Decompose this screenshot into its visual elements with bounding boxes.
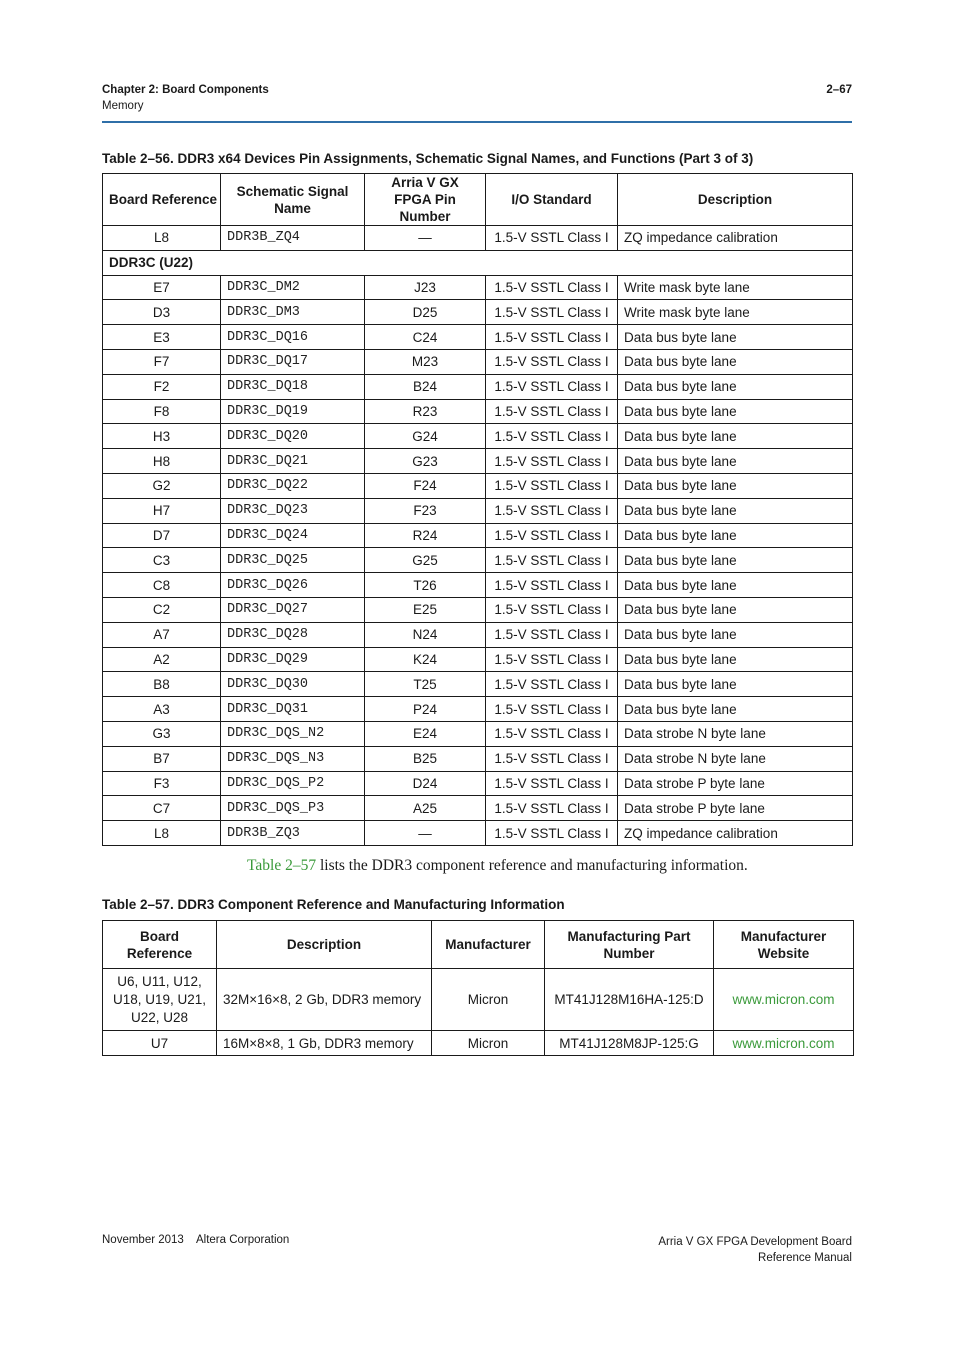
- column-header: Schematic Signal Name: [221, 174, 365, 226]
- pin-number-cell: D25: [365, 300, 486, 325]
- column-header: Description: [217, 921, 432, 969]
- table-row: [103, 697, 853, 722]
- table-row: [103, 498, 853, 523]
- table-row: [103, 573, 853, 598]
- io-standard-cell: 1.5-V SSTL Class I: [486, 647, 618, 672]
- board-reference-cell: A3: [103, 697, 221, 722]
- description-cell: Data bus byte lane: [618, 523, 853, 548]
- pin-number-cell: R24: [365, 523, 486, 548]
- table-row: [103, 746, 853, 771]
- table-row: [103, 796, 853, 821]
- board-reference-cell: H3: [103, 424, 221, 449]
- signal-name-cell: DDR3C_DQS_N3: [221, 746, 365, 771]
- io-standard-cell: 1.5-V SSTL Class I: [486, 821, 618, 846]
- signal-name-cell: DDR3C_DQ28: [221, 622, 365, 647]
- board-reference-cell: G2: [103, 473, 221, 498]
- table-row: [103, 523, 853, 548]
- io-standard-cell: 1.5-V SSTL Class I: [486, 374, 618, 399]
- column-header: I/O Standard: [486, 174, 618, 226]
- signal-name-cell: DDR3C_DQ25: [221, 548, 365, 573]
- description-cell: Write mask byte lane: [618, 300, 853, 325]
- intro-paragraph: [247, 857, 748, 875]
- pin-number-cell: G25: [365, 548, 486, 573]
- pin-number-cell: G23: [365, 449, 486, 474]
- footer-date-company: November 2013 Altera Corporation: [102, 1234, 290, 1246]
- board-reference-cell: D3: [103, 300, 221, 325]
- board-reference-cell: D7: [103, 523, 221, 548]
- io-standard-cell: 1.5-V SSTL Class I: [486, 424, 618, 449]
- part-number-cell: MT41J128M8JP-125:G: [545, 1031, 714, 1056]
- column-header: Board Reference: [103, 174, 221, 226]
- group-label: DDR3C (U22): [103, 250, 853, 275]
- table-row: [103, 424, 853, 449]
- description-cell: Data strobe N byte lane: [618, 721, 853, 746]
- signal-name-cell: DDR3C_DQ20: [221, 424, 365, 449]
- table-row: [103, 821, 853, 846]
- io-standard-cell: 1.5-V SSTL Class I: [486, 672, 618, 697]
- signal-name-cell: DDR3C_DQ16: [221, 325, 365, 350]
- pin-number-cell: C24: [365, 325, 486, 350]
- board-reference-cell: F7: [103, 349, 221, 374]
- io-standard-cell: 1.5-V SSTL Class I: [486, 597, 618, 622]
- description-cell: Data bus byte lane: [618, 449, 853, 474]
- signal-name-cell: DDR3C_DQ27: [221, 597, 365, 622]
- board-reference-cell: U6, U11, U12, U18, U19, U21, U22, U28: [103, 969, 217, 1031]
- board-reference-cell: A2: [103, 647, 221, 672]
- chapter-title: Chapter 2: Board Components: [102, 84, 269, 96]
- column-header: Manufacturer: [432, 921, 545, 969]
- io-standard-cell: 1.5-V SSTL Class I: [486, 473, 618, 498]
- column-header: Manufacturing Part Number: [545, 921, 714, 969]
- website-link[interactable]: www.micron.com: [714, 969, 854, 1031]
- pin-number-cell: B24: [365, 374, 486, 399]
- table-row: [103, 374, 853, 399]
- io-standard-cell: 1.5-V SSTL Class I: [486, 796, 618, 821]
- board-reference-cell: A7: [103, 622, 221, 647]
- footer-manual-title: [658, 1234, 852, 1266]
- table-row: [103, 449, 853, 474]
- pin-number-cell: A25: [365, 796, 486, 821]
- table-row: [103, 647, 853, 672]
- table-row: [103, 721, 853, 746]
- signal-name-cell: DDR3C_DQ30: [221, 672, 365, 697]
- signal-name-cell: DDR3C_DQ31: [221, 697, 365, 722]
- table-57-link[interactable]: Table 2–57: [247, 857, 317, 874]
- description-cell: Data bus byte lane: [618, 399, 853, 424]
- table-header-row: [103, 921, 854, 969]
- table-row: [103, 548, 853, 573]
- page-header: [102, 84, 852, 123]
- description-cell: Data bus byte lane: [618, 349, 853, 374]
- description-cell: Data bus byte lane: [618, 325, 853, 350]
- board-reference-cell: B8: [103, 672, 221, 697]
- description-cell: ZQ impedance calibration: [618, 226, 853, 251]
- pin-number-cell: T25: [365, 672, 486, 697]
- io-standard-cell: 1.5-V SSTL Class I: [486, 349, 618, 374]
- io-standard-cell: 1.5-V SSTL Class I: [486, 746, 618, 771]
- signal-name-cell: DDR3C_DQ18: [221, 374, 365, 399]
- signal-name-cell: DDR3C_DQ22: [221, 473, 365, 498]
- description-cell: Data bus byte lane: [618, 424, 853, 449]
- board-reference-cell: C7: [103, 796, 221, 821]
- pin-number-cell: E24: [365, 721, 486, 746]
- description-cell: Data strobe P byte lane: [618, 771, 853, 796]
- io-standard-cell: 1.5-V SSTL Class I: [486, 498, 618, 523]
- table-row: [103, 325, 853, 350]
- description-cell: 16M×8×8, 1 Gb, DDR3 memory: [217, 1031, 432, 1056]
- signal-name-cell: DDR3C_DQ29: [221, 647, 365, 672]
- pin-number-cell: E25: [365, 597, 486, 622]
- description-cell: ZQ impedance calibration: [618, 821, 853, 846]
- description-cell: Write mask byte lane: [618, 275, 853, 300]
- board-reference-cell: F3: [103, 771, 221, 796]
- column-header: Manufacturer Website: [714, 921, 854, 969]
- description-cell: 32M×16×8, 2 Gb, DDR3 memory: [217, 969, 432, 1031]
- signal-name-cell: DDR3C_DQ19: [221, 399, 365, 424]
- pin-number-cell: P24: [365, 697, 486, 722]
- signal-name-cell: DDR3C_DQS_P3: [221, 796, 365, 821]
- board-reference-cell: F8: [103, 399, 221, 424]
- board-reference-cell: E3: [103, 325, 221, 350]
- description-cell: Data bus byte lane: [618, 548, 853, 573]
- board-reference-cell: H7: [103, 498, 221, 523]
- table-57-caption: Table 2–57. DDR3 Component Reference and Manufacturing Information: [102, 897, 565, 912]
- io-standard-cell: 1.5-V SSTL Class I: [486, 548, 618, 573]
- pin-number-cell: K24: [365, 647, 486, 672]
- board-reference-cell: L8: [103, 226, 221, 251]
- io-standard-cell: 1.5-V SSTL Class I: [486, 697, 618, 722]
- pin-number-cell: M23: [365, 349, 486, 374]
- table-row: [103, 349, 853, 374]
- signal-name-cell: DDR3C_DQ26: [221, 573, 365, 598]
- table-row: [103, 622, 853, 647]
- signal-name-cell: DDR3C_DQ21: [221, 449, 365, 474]
- pin-number-cell: —: [365, 821, 486, 846]
- description-cell: Data bus byte lane: [618, 622, 853, 647]
- table-header-row: [103, 174, 853, 226]
- table-row: [103, 969, 854, 1031]
- part-number-cell: MT41J128M16HA-125:D: [545, 969, 714, 1031]
- io-standard-cell: 1.5-V SSTL Class I: [486, 399, 618, 424]
- pin-number-cell: F23: [365, 498, 486, 523]
- io-standard-cell: 1.5-V SSTL Class I: [486, 449, 618, 474]
- description-cell: Data bus byte lane: [618, 473, 853, 498]
- board-reference-cell: F2: [103, 374, 221, 399]
- io-standard-cell: 1.5-V SSTL Class I: [486, 300, 618, 325]
- pin-number-cell: J23: [365, 275, 486, 300]
- board-reference-cell: G3: [103, 721, 221, 746]
- description-cell: Data bus byte lane: [618, 697, 853, 722]
- table-row: [103, 399, 853, 424]
- io-standard-cell: 1.5-V SSTL Class I: [486, 622, 618, 647]
- pin-number-cell: —: [365, 226, 486, 251]
- description-cell: Data strobe N byte lane: [618, 746, 853, 771]
- description-cell: Data strobe P byte lane: [618, 796, 853, 821]
- footer-doc-subtitle: Reference Manual: [758, 1252, 852, 1264]
- pin-number-cell: F24: [365, 473, 486, 498]
- board-reference-cell: U7: [103, 1031, 217, 1056]
- board-reference-cell: H8: [103, 449, 221, 474]
- io-standard-cell: 1.5-V SSTL Class I: [486, 721, 618, 746]
- table-row: [103, 275, 853, 300]
- board-reference-cell: C3: [103, 548, 221, 573]
- signal-name-cell: DDR3C_DQ24: [221, 523, 365, 548]
- pin-number-cell: G24: [365, 424, 486, 449]
- board-reference-cell: B7: [103, 746, 221, 771]
- signal-name-cell: DDR3C_DM2: [221, 275, 365, 300]
- description-cell: Data bus byte lane: [618, 573, 853, 598]
- signal-name-cell: DDR3B_ZQ4: [221, 226, 365, 251]
- io-standard-cell: 1.5-V SSTL Class I: [486, 325, 618, 350]
- component-reference-table: [102, 920, 854, 1056]
- table-row: [103, 473, 853, 498]
- table-row: [103, 597, 853, 622]
- signal-name-cell: DDR3C_DQ17: [221, 349, 365, 374]
- signal-name-cell: DDR3C_DQS_N2: [221, 721, 365, 746]
- table-row: [103, 226, 853, 251]
- table-56-caption: Table 2–56. DDR3 x64 Devices Pin Assignments, Schematic Signal Names, and Functions (Part 3 of 3): [102, 151, 754, 166]
- pin-number-cell: B25: [365, 746, 486, 771]
- io-standard-cell: 1.5-V SSTL Class I: [486, 771, 618, 796]
- column-header: Description: [618, 174, 853, 226]
- signal-name-cell: DDR3C_DM3: [221, 300, 365, 325]
- footer-doc-title: Arria V GX FPGA Development Board: [658, 1236, 852, 1248]
- table-row: [103, 672, 853, 697]
- manufacturer-cell: Micron: [432, 1031, 545, 1056]
- pin-number-cell: R23: [365, 399, 486, 424]
- pin-number-cell: D24: [365, 771, 486, 796]
- io-standard-cell: 1.5-V SSTL Class I: [486, 226, 618, 251]
- io-standard-cell: 1.5-V SSTL Class I: [486, 275, 618, 300]
- table-row: [103, 300, 853, 325]
- column-header: Arria V GX FPGA Pin Number: [365, 174, 486, 226]
- table-row: [103, 771, 853, 796]
- website-link[interactable]: www.micron.com: [714, 1031, 854, 1056]
- description-cell: Data bus byte lane: [618, 374, 853, 399]
- signal-name-cell: DDR3C_DQ23: [221, 498, 365, 523]
- signal-name-cell: DDR3B_ZQ3: [221, 821, 365, 846]
- intro-text: lists the DDR3 component reference and manufacturing information.: [316, 857, 748, 874]
- column-header: Board Reference: [103, 921, 217, 969]
- signal-name-cell: DDR3C_DQS_P2: [221, 771, 365, 796]
- description-cell: Data bus byte lane: [618, 647, 853, 672]
- board-reference-cell: C2: [103, 597, 221, 622]
- description-cell: Data bus byte lane: [618, 672, 853, 697]
- manufacturer-cell: Micron: [432, 969, 545, 1031]
- io-standard-cell: 1.5-V SSTL Class I: [486, 573, 618, 598]
- page-number: 2–67: [826, 84, 852, 96]
- description-cell: Data bus byte lane: [618, 498, 853, 523]
- pin-assignment-table: [102, 173, 853, 846]
- io-standard-cell: 1.5-V SSTL Class I: [486, 523, 618, 548]
- board-reference-cell: L8: [103, 821, 221, 846]
- board-reference-cell: C8: [103, 573, 221, 598]
- group-row: [103, 250, 853, 275]
- pin-number-cell: T26: [365, 573, 486, 598]
- board-reference-cell: E7: [103, 275, 221, 300]
- pin-number-cell: N24: [365, 622, 486, 647]
- description-cell: Data bus byte lane: [618, 597, 853, 622]
- table-row: [103, 1031, 854, 1056]
- section-title: Memory: [102, 100, 144, 112]
